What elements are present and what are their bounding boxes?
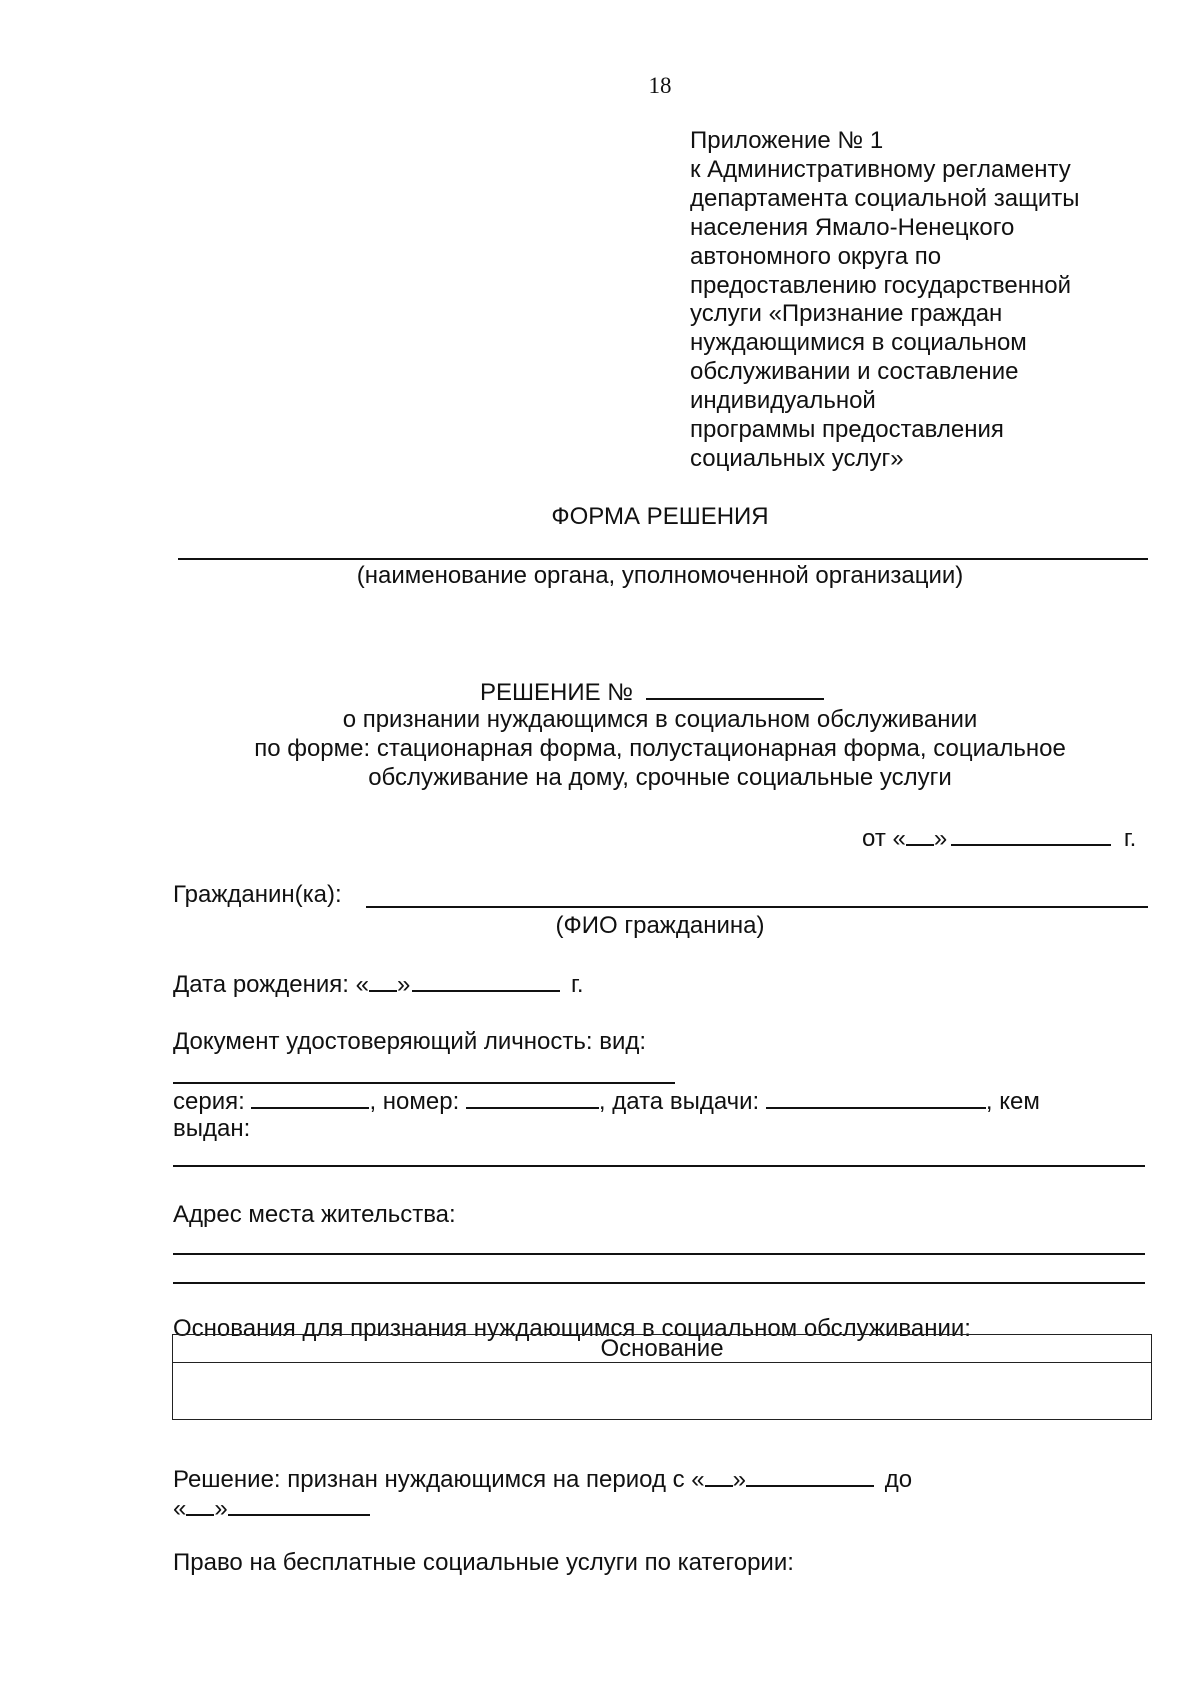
issued-by-line	[173, 1165, 1145, 1167]
birth-date-prefix: Дата рождения: «	[173, 971, 369, 998]
organ-name-line	[178, 558, 1148, 560]
identity-doc-details-row	[173, 1085, 1040, 1116]
citizen-caption: (ФИО гражданина)	[555, 912, 765, 939]
grounds-table-cell	[173, 1363, 1152, 1420]
decision-number-blank	[646, 676, 824, 700]
issue-date-blank	[766, 1085, 986, 1109]
address-line	[173, 1282, 1145, 1284]
issued-by-label-continued: выдан:	[173, 1115, 251, 1142]
number-blank	[466, 1085, 599, 1109]
issue-date-label: , дата выдачи:	[598, 1088, 760, 1115]
annex-line: Приложение № 1	[690, 127, 884, 154]
birth-day-blank	[369, 968, 397, 992]
decision-title: РЕШЕНИЕ №	[480, 679, 634, 706]
issued-by-label: , кем	[985, 1088, 1040, 1115]
birth-date-quote: »	[396, 971, 411, 998]
period-end-row	[173, 1492, 370, 1523]
address-line	[173, 1253, 1145, 1255]
citizen-label: Гражданин(ка):	[173, 881, 342, 908]
series-label: серия:	[173, 1088, 245, 1115]
birth-date-row	[173, 968, 584, 999]
annex-line: департамента социальной защиты	[690, 184, 1080, 212]
annex-line: к Административному регламенту	[690, 155, 1071, 183]
birth-month-year-blank	[412, 968, 560, 992]
identity-doc-label: Документ удостоверяющий личность: вид:	[173, 1028, 647, 1055]
period-end-prefix: «	[173, 1495, 187, 1522]
period-start-quote: »	[732, 1466, 747, 1493]
annex-block	[690, 127, 1160, 474]
grounds-table-header: Основание	[173, 1335, 1152, 1363]
decision-subtitle-line: по форме: стационарная форма, полустационарная форма, социальное	[254, 735, 1066, 762]
decision-date-suffix: г.	[1123, 825, 1137, 852]
free-services-label: Право на бесплатные социальные услуги по категории:	[173, 1549, 794, 1576]
citizen-name-line	[366, 906, 1148, 908]
period-start-day-blank	[705, 1463, 733, 1487]
period-prefix: Решение: признан нуждающимся на период с «	[173, 1466, 705, 1493]
annex-line: социальных услуг»	[690, 444, 904, 472]
address-label: Адрес места жительства:	[173, 1201, 456, 1228]
identity-doc-type-line	[173, 1082, 675, 1084]
organ-caption: (наименование органа, уполномоченной организации)	[356, 562, 964, 589]
period-start-month-blank	[746, 1463, 874, 1487]
decision-date-row	[862, 822, 1136, 853]
grounds-label: Основания для признания нуждающимся в социальном обслуживании:	[173, 1315, 971, 1342]
decision-subtitle-line: о признании нуждающимся в социальном обслуживании	[342, 706, 978, 733]
period-end-quote: »	[214, 1495, 228, 1522]
page-number: 18	[648, 73, 672, 98]
annex-line: программы предоставления	[690, 416, 1004, 444]
decision-date-quote: »	[933, 825, 948, 852]
annex-line: предоставлению государственной	[690, 271, 1072, 299]
decision-month-year-blank	[951, 822, 1111, 846]
series-blank	[251, 1085, 369, 1109]
grounds-table	[172, 1334, 1152, 1420]
annex-line: населения Ямало-Ненецкого	[690, 213, 1015, 241]
annex-line: индивидуальной	[690, 387, 876, 415]
annex-line: нуждающимися в социальном	[690, 329, 1027, 357]
annex-line: обслуживании и составление	[690, 358, 1019, 386]
period-end-day-blank	[186, 1492, 214, 1516]
period-end-month-blank	[228, 1492, 370, 1516]
period-row	[173, 1463, 912, 1494]
form-title: ФОРМА РЕШЕНИЯ	[551, 503, 769, 530]
number-label: , номер:	[369, 1088, 460, 1115]
annex-line: автономного округа по	[690, 242, 942, 270]
decision-title-row	[480, 676, 824, 707]
decision-subtitle-line: обслуживание на дому, срочные социальные услуги	[368, 764, 952, 791]
birth-date-suffix: г.	[571, 971, 584, 998]
decision-date-prefix: от «	[862, 825, 906, 852]
period-until: до	[884, 1466, 913, 1493]
annex-line: услуги «Признание граждан	[690, 300, 1003, 328]
decision-day-blank	[906, 822, 934, 846]
